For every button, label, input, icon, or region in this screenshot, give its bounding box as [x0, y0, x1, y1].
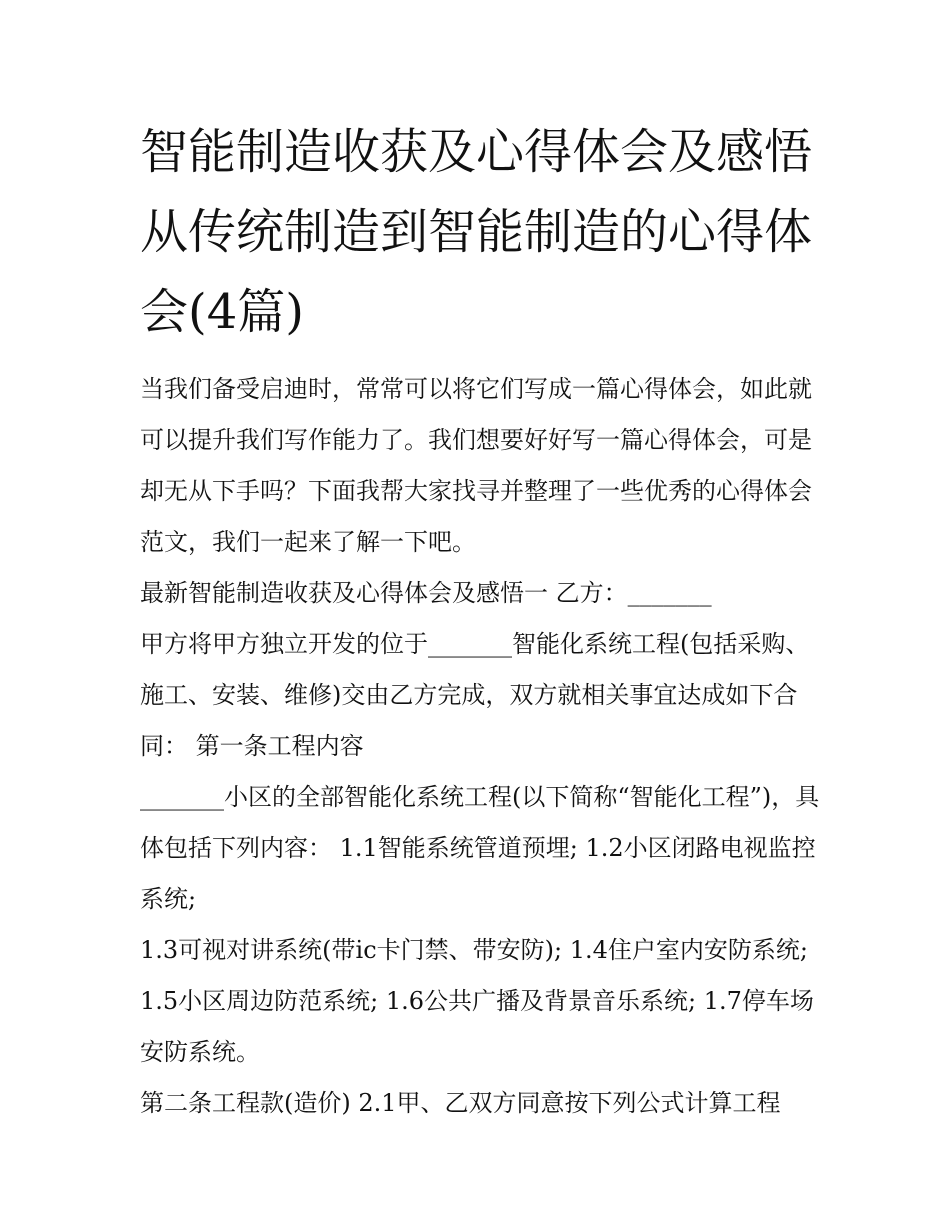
systems-list-paragraph: 1.3可视对讲系统(带ic卡门禁、带安防); 1.4住户室内安防系统; 1.5小区周边防范系统; 1.6公共广播及背景音乐系统; 1.7停车场安防系统。 — [140, 936, 814, 1066]
document-title: 智能制造收获及心得体会及感悟 从传统制造到智能制造的心得体会(4篇) — [140, 124, 813, 340]
section-heading-paragraph: 最新智能制造收获及心得体会及感悟一 乙方：_______ — [140, 579, 712, 607]
document-body — [140, 112, 820, 1129]
scope-paragraph: _______小区的全部智能化系统工程(以下简称“智能化工程”)，具体包括下列内容： 1.1智能系统管道预埋; 1.2小区闭路电视监控系统; — [140, 783, 820, 913]
payment-clause-paragraph: 第二条工程款(造价) 2.1甲、乙双方同意按下列公式计算工程 — [140, 1089, 781, 1117]
intro-paragraph: 当我们备受启迪时，常常可以将它们写成一篇心得体会，如此就可以提升我们写作能力了。我们想要好好写一篇心得体会，可是却无从下手吗？下面我帮大家找寻并整理了一些优秀的心得体会范文，我们一起来了解一下吧。 — [140, 375, 812, 556]
contract-intro-paragraph: 甲方将甲方独立开发的位于_______智能化系统工程(包括采购、施工、安装、维修)交由乙方完成，双方就相关事宜达成如下合同： 第一条工程内容 — [140, 630, 810, 760]
